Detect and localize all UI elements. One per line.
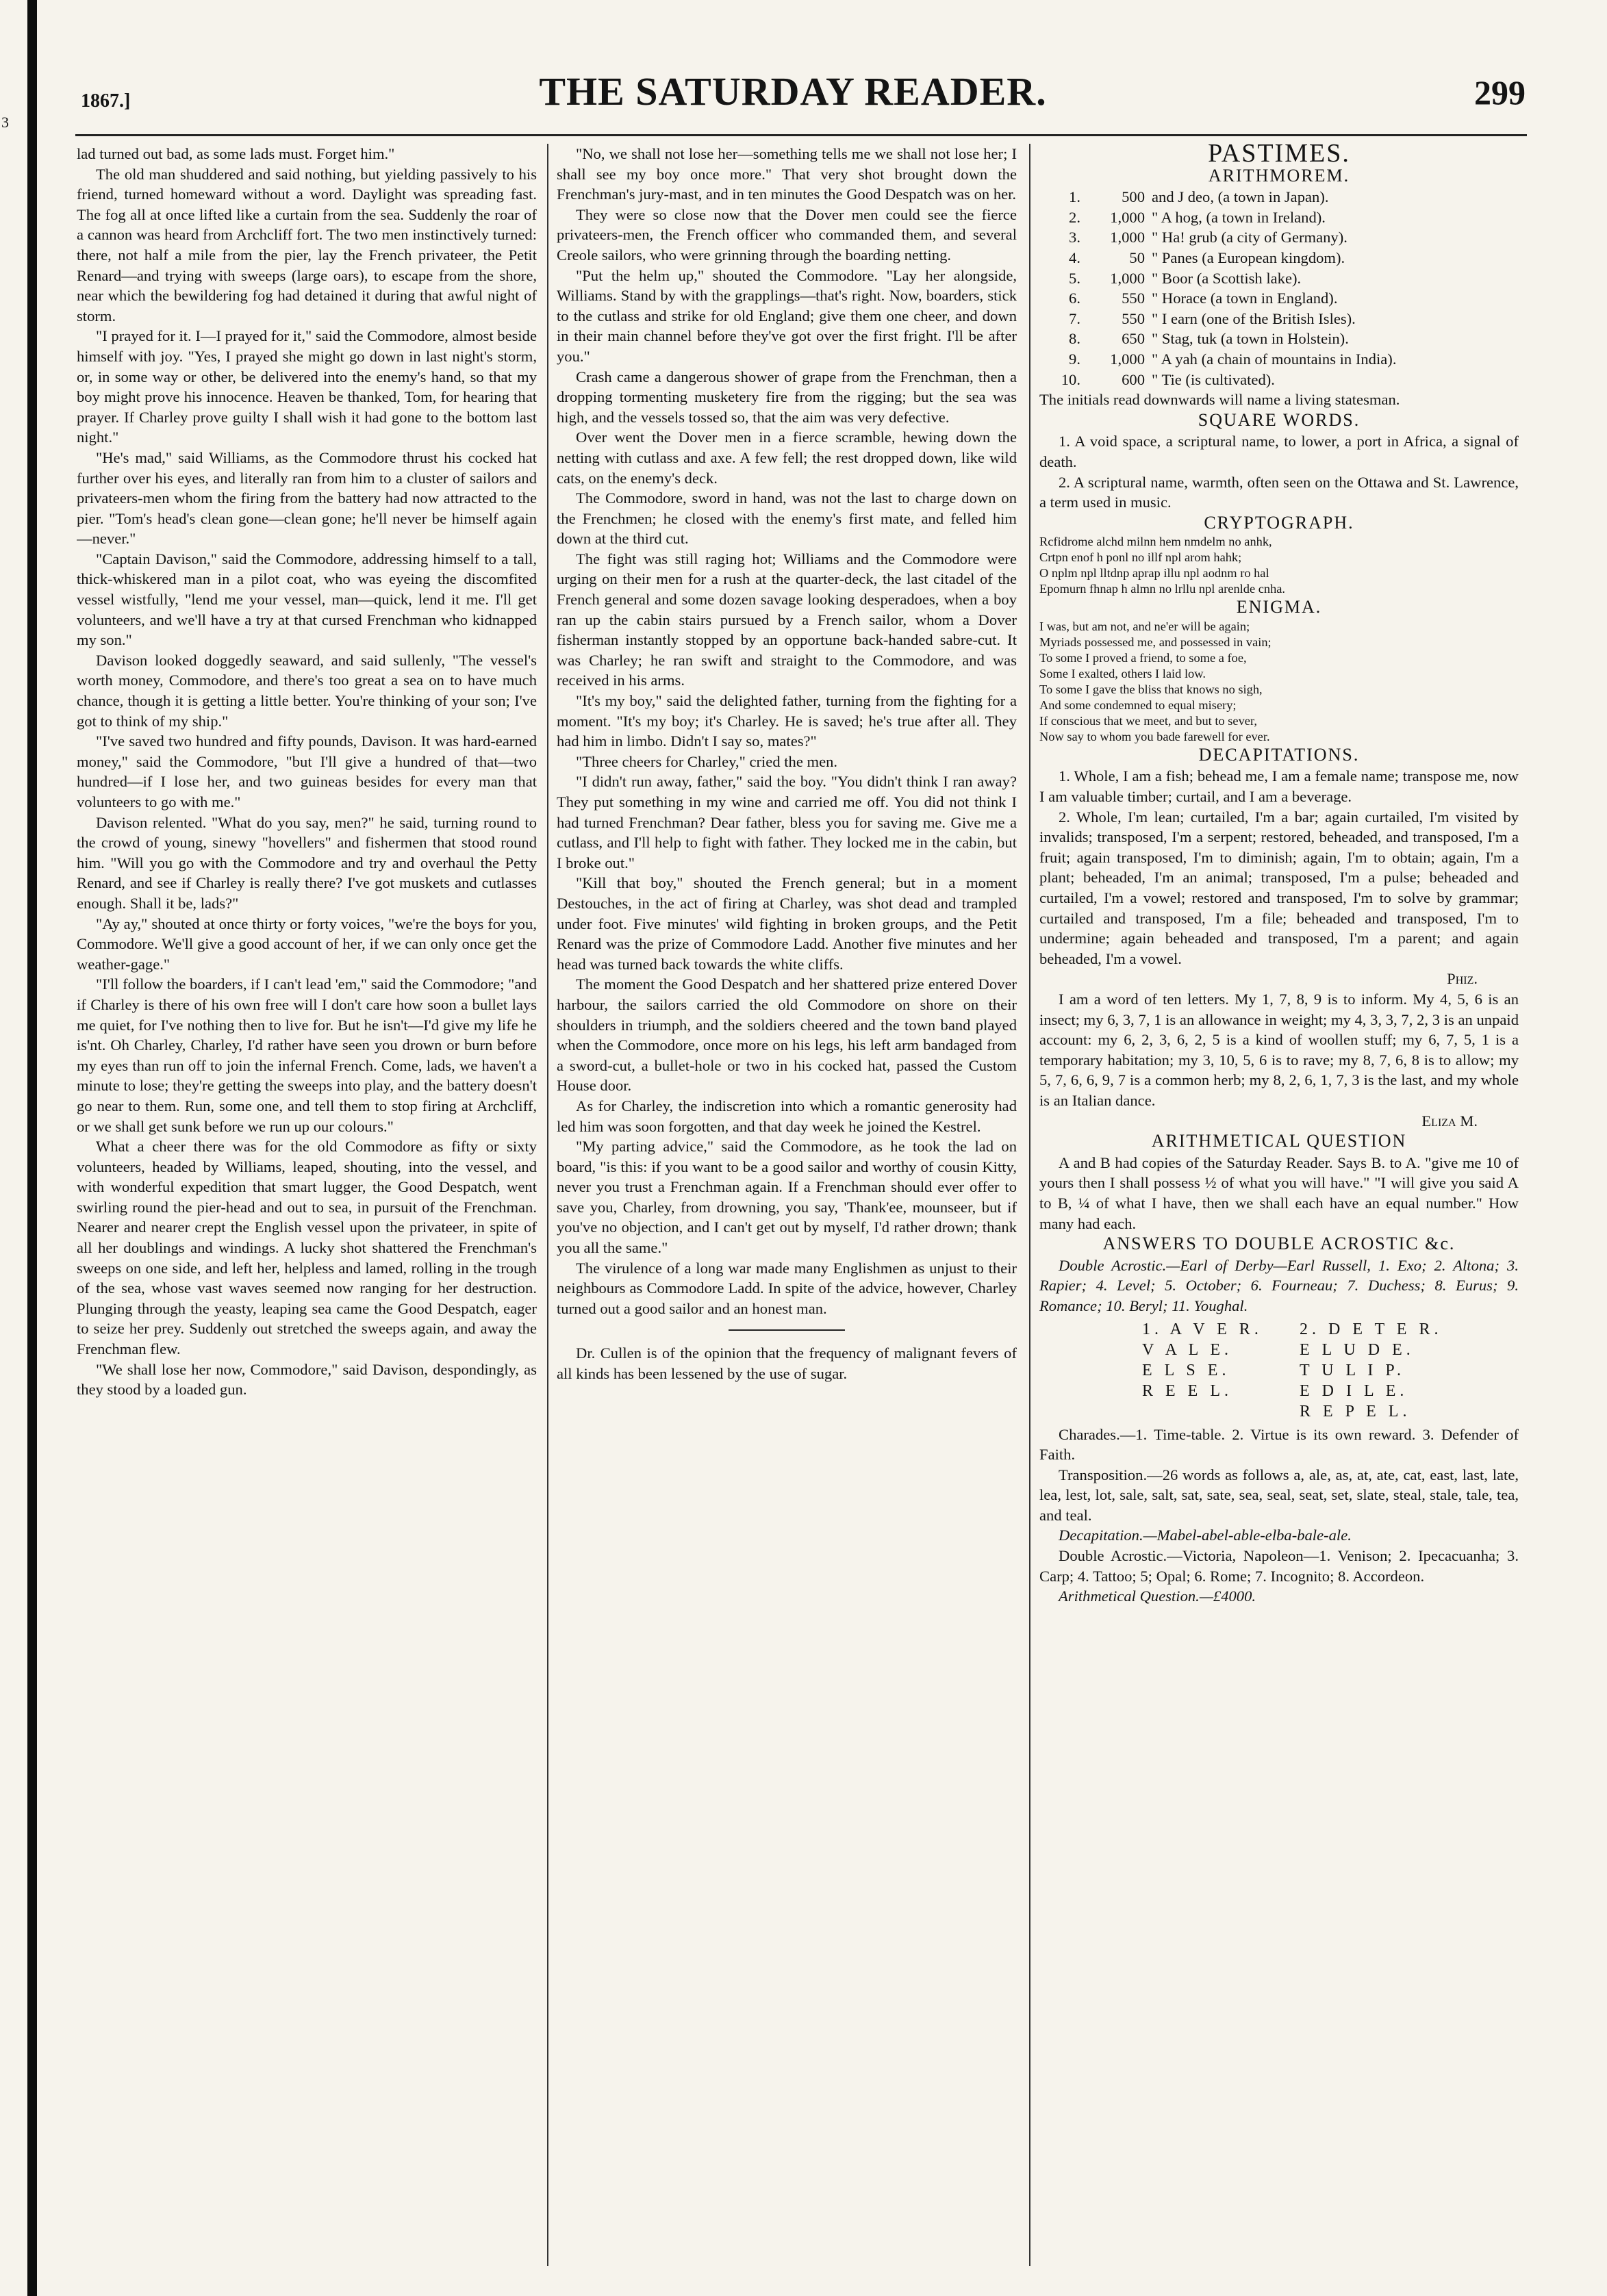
cryptograph-line: Epomurn fhnap h almn no lrllu npl arenlde cnha. — [1039, 582, 1286, 596]
paragraph: Crash came a dangerous shower of grape from the Frenchman, then a dropping tormenting musketery fire from the rigging; but the sea was high, and the vessels tossed so, that the aim was very defective. — [557, 368, 1017, 426]
paragraph: Davison relented. "What do you say, men?" he said, turning round to the crowd of young, sinewy "hovellers" and fishermen that stood round him. "Will you go with the Commodore and try and overhaul the Petty Renard, and see if Charley is really there? I've got muskets and cutlasses enough. Shall it be, lads?" — [77, 813, 537, 912]
cryptograph-text — [1039, 534, 1519, 597]
section-divider — [729, 1329, 845, 1331]
arith-question-text: A and B had copies of the Saturday Reader. Says B. to A. "give me 10 of yours then I shall possess ½ of what you will have." "I will give you said A to B, ¼ of what I have, then we shall each have an equal number." How many had each. — [1039, 1153, 1519, 1232]
binding-edge — [27, 0, 37, 2296]
paragraph: The virulence of a long war made many Englishmen as unjust to their neighbours as Commodore Ladd. In spite of the advice, however, Charley turned out a good sailor and an honest man. — [557, 1259, 1017, 1317]
paragraph: "Captain Davison," said the Commodore, addressing himself to a tall, thick-whiskered man in a pilot coat, who was eyeing the discomfited vessel wistfully, "lend me your vessel, man—quick, lend it me. I'll get volunteers, and we'll have a try at that cursed Frenchman who kidnapped my son." — [77, 550, 537, 649]
paragraph: "It's my boy," said the delighted father, turning from the fighting for a moment. "It's my boy; it's Charley. He is saved; he's true after all. They had him in limbo. Didn't I say so, mates?" — [557, 692, 1017, 750]
enigma-line: Myriads possessed me, and possessed in vain; — [1039, 635, 1271, 649]
signature: Phiz. — [1447, 970, 1478, 988]
paragraph: They were so close now that the Dover men could see the fierce privateers-men, the French officer who commanded them, and several Creole sailors, who were grinning through the boarding netting. — [557, 205, 1017, 264]
paragraph: "I'll follow the boarders, if I can't lead 'em," said the Commodore; "and if Charley is there of his own free will I don't care how soon a bullet lays me quiet, for I've nothing then to live for. But he isn't—I'd give my life he is'nt. Oh Charley, Charley, I'd rather have seen you drown or burn before my eyes than run off to join the infernal French. Come, lads, we haven't a minute to lose; they're getting the sweeps into play, and the battery doesn't go near to them. Run, some one, and tell them to stop firing at Archcliff, or we shall get sunk before we run up our colours." — [77, 975, 537, 1135]
paragraph: "Kill that boy," shouted the French general; but in a moment Destouches, in the act of firing at Charley, was shot dead and trampled under foot. Five minutes' wild fighting in broken groups, and the Petit Renard was the prize of Commodore Ladd. Another five minutes and her head was turned back towards the white cliffs. — [557, 874, 1017, 973]
paragraph: The Commodore, sword in hand, was not the last to charge down on the Frenchmen; he closed with the enemy's first mate, and felled him down at the third cut. — [557, 489, 1017, 548]
enigma-line: To some I proved a friend, to some a foe, — [1039, 650, 1247, 665]
paragraph: "He's mad," said Williams, as the Commodore thrust his cocked hat further over his eyes, and literally ran from him to a cluster of sailors and privateers-men whom the firing from the battery had now attracted to the pier. "Tom's head's clean gone—clean gone; he'll never be himself again—never." — [77, 448, 537, 548]
list-item: 3. 1,000 " Ha! grub (a city of Germany). — [1069, 229, 1347, 246]
list-item: 8. 650 " Stag, tuk (a town in Holstein). — [1069, 330, 1349, 348]
square-words-answer: 1. A V E R. 2. D E T E R. V A L E. E L U D E. E L S E. T U L I P. R E E L. E D I L E. R E P E L. — [1142, 1320, 1443, 1420]
enigma-line: To some I gave the bliss that knows no sigh, — [1039, 682, 1263, 696]
paragraph: As for Charley, the indiscretion into which a romantic generosity had led him was soon forgotten, and that day week he joined the Kestrel. — [557, 1097, 1017, 1135]
answer-decapitation: Decapitation.—Mabel-abel-able-elba-bale-ale. — [1059, 1527, 1352, 1544]
cryptograph-line: O nplm npl lltdnp aprap illu npl aodnm ro hal — [1039, 566, 1269, 581]
arith-question-title: ARITHMETICAL QUESTION — [1151, 1131, 1407, 1151]
charade-text: I am a word of ten letters. My 1, 7, 8, 9 is to inform. My 4, 5, 6 is an insect; my 6, 3, 7, 1 is an allowance in weight; my 4, 3, 3, 7, 2, 3 is an unpaid account: my 6, 2, 3, 6, 2, 5 is a kind of woollen stuff; my 6, 7, 5, 1 is a temporary habitation; my 3, 10, 5, 6 is to rave; my 8, 7, 6, 8 is to allow; my 5, 7, 6, 6, 9, 7 is a common herb; my 8, 2, 6, 1, 7, 3 is the last, and my whole is an Italian dance. — [1039, 991, 1519, 1109]
enigma-line: I was, but am not, and ne'er will be again; — [1039, 619, 1250, 633]
answer-double-acrostic-2: Double Acrostic.—Victoria, Napoleon—1. Venison; 2. Ipecacuanha; 3. Carp; 4. Tattoo; 5; Opal; 6. Rome; 7. Incognito; 8. Accordeon. — [1039, 1547, 1519, 1585]
answer-double-acrostic: Double Acrostic.—Earl of Derby—Earl Russell, 1. Exo; 2. Altona; 3. Rapier; 4. Level; 5. October; 6. Fourneau; 7. Duchess; 8. Eurus; 9. Romance; 10. Beryl; 11. Youghal. — [1039, 1256, 1519, 1314]
enigma-poem — [1039, 619, 1519, 745]
column-rule — [1029, 144, 1030, 2266]
paragraph: "No, we shall not lose her—something tells me we shall not lose her; I shall see my boy once more." That very shot brought down the Frenchman's jury-mast, and in ten minutes the Good Despatch was on her. — [557, 145, 1017, 203]
paragraph: "My parting advice," said the Commodore, as he took the lad on board, "is this: if you want to be a good sailor and worthy of cousin Kitty, never you trust a Frenchman again. If a Frenchman should ever offer to save you, Charley, from drowning, you say, 'Thank'ee, mounseer, but if you've no objection, and I can't get out by myself, I'd rather drown; thank you all the same." — [557, 1138, 1017, 1257]
square-words-title: SQUARE WORDS. — [1198, 409, 1361, 430]
answer-charades: Charades.—1. Time-table. 2. Virtue is its own reward. 3. Defender of Faith. — [1039, 1425, 1519, 1464]
cryptograph-line: Rcfidrome alchd milnn hem nmdelm no anhk, — [1039, 535, 1272, 549]
signature: Eliza M. — [1421, 1112, 1478, 1130]
list-item: 10. 600 " Tie (is cultivated). — [1061, 370, 1275, 388]
enigma-line: Now say to whom you bade farewell for ever. — [1039, 729, 1270, 743]
decapitation-item: 1. Whole, I am a fish; behead me, I am a female name; transpose me, now I am valuable timber; curtail, and I am a beverage. — [1039, 767, 1519, 806]
arithmorem-title: ARITHMOREM. — [1208, 165, 1350, 186]
paragraph: The fight was still raging hot; Williams and the Commodore were urging on their men for a rush at the quarter-deck, the last citadel of the French general and some dozen savage looking desperadoes, when a boy ran up the cabin stairs pursued by a French sailor, whom a Dover fisherman instantly stopped by an opportune back-handed sabre-cut. It was Charley; he ran swift and straight to the Commodore, and was received in his arms. — [557, 550, 1017, 689]
column-rule — [547, 144, 548, 2266]
square-words-item: 1. A void space, a scriptural name, to lower, a port in Africa, a signal of death. — [1039, 433, 1519, 470]
cryptograph-title: CRYPTOGRAPH. — [1204, 512, 1354, 533]
paragraph: The old man shuddered and said nothing, but yielding passively to his friend, turned homeward without a word. Daylight was spreading fast. The fog all at once lifted like a curtain from the sea. Suddenly the roar of a cannon was heard from Archcliff fort. The two men instinctively turned: there, not half a mile from the pier, lay the French privateer, the Petit Renard—and trying with sweeps (large oars), to escape from the shore, near which the bewildering fog had detained it during that awful night of storm. — [77, 165, 537, 324]
enigma-line: And some condemned to equal misery; — [1039, 698, 1237, 712]
paragraph: "Ay ay," shouted at once thirty or forty voices, "we're the boys for you, Commodore. We'll give a good account of her, if we can only once get the weather-gage." — [77, 915, 537, 973]
cryptograph-line: Crtpn enof h ponl no illf npl arom hahk; — [1039, 550, 1242, 565]
sugar-note: Dr. Cullen is of the opinion that the frequency of malignant fevers of all kinds has been lessened by the use of sugar. — [557, 1344, 1017, 1383]
paragraph: "I've saved two hundred and fifty pounds, Davison. It was hard-earned money," said the Commodore, "but I'll give a hundred of that—two hundred—if I lose her, and two guineas besides for every man that volunteers to go with me." — [77, 732, 537, 811]
enigma-title: ENIGMA. — [1236, 597, 1322, 617]
paragraph: Over went the Dover men in a fierce scramble, hewing down the netting with cutlass and axe. A few fell; the rest dropped down, like wild cats, on the enemy's deck. — [557, 429, 1017, 487]
header-year: 1867.] — [81, 90, 131, 112]
column-3-pastimes — [1039, 144, 1519, 2266]
column-1 — [77, 144, 537, 2266]
decapitation-item: 2. Whole, I'm lean; curtailed, I'm a bar; again curtailed, I'm visited by invalids; transposed, I'm a serpent; restored, beheaded, and transposed, I'm a fruit; again transposed, I'm to diminish; again, I'm to obtain; again, I'm a plant; beheaded, I'm an animal; transposed, I'm a pulse; beheaded and curtailed, I'm a vowel; restored and transposed, I'm to solve by grammar; curtailed and transposed, I'm a file; beheaded and transposed, I'm to undermine; again beheaded and transposed, I'm a parent; and again beheaded, I'm a vowel. — [1039, 808, 1519, 967]
list-item: 9. 1,000 " A yah (a chain of mountains in India). — [1069, 350, 1397, 368]
list-item: 4. 50 " Panes (a European kingdom). — [1069, 248, 1345, 266]
enigma-line: If conscious that we meet, and but to sever, — [1039, 713, 1257, 728]
paragraph: "Three cheers for Charley," cried the men. — [576, 752, 838, 770]
list-item: 1. 500 and J deo, (a town in Japan). — [1069, 188, 1329, 206]
enigma-line: Some I exalted, others I laid low. — [1039, 666, 1206, 680]
list-item: 7. 550 " I earn (one of the British Isles). — [1069, 309, 1356, 327]
answer-transposition: Transposition.—26 words as follows a, ale, as, at, ate, cat, east, last, late, lea, lest, lot, sale, salt, sat, sate, sea, seal, seat, set, slate, steal, stale, tale, tea, and teal. — [1039, 1466, 1519, 1524]
paragraph: "I didn't run away, father," said the boy. "You didn't think I ran away? They put something in my wine and carried me off. You did not think I had turned Frenchman? Dear father, bless you for saving me. Give me a cutlass, and I'll help to fight with father. They locked me in the cabin, but I broke out." — [557, 773, 1017, 871]
paragraph: What a cheer there was for the old Commodore as fifty or sixty volunteers, headed by Williams, leaped, shouting, into the vessel, and with wonderful expedition that smart lugger, the Good Despatch, went swirling round the pier-head and out to sea, in pursuit of the Frenchman. Nearer and nearer crept the English vessel upon the privateer, in spite of all her doublings and windings. A lucky shot shattered the Frenchman's sweeps on one side, and left her, helpless and lamed, rolling in the trough of the sea, whose vast waves seemed now ranging for her destruction. Plunging through the yeasty, leaping sea came the Good Despatch, eager to seize her prey. Suddenly out stretched the sweeps again, and away the Frenchman flew. — [77, 1138, 537, 1358]
margin-mark: 3 — [1, 114, 9, 131]
answer-arith: Arithmetical Question.—£4000. — [1059, 1587, 1256, 1605]
header-rule — [75, 134, 1527, 136]
list-item: 2. 1,000 " A hog, (a town in Ireland). — [1069, 208, 1326, 226]
paragraph: lad turned out bad, as some lads must. Forget him." — [77, 145, 395, 162]
list-item: 5. 1,000 " Boor (a Scottish lake). — [1069, 269, 1302, 287]
arithmorem-footer: The initials read downwards will name a living statesman. — [1039, 391, 1400, 409]
paragraph: "We shall lose her now, Commodore," said Davison, despondingly, as they stood by a loaded gun. — [77, 1360, 537, 1399]
paragraph: "Put the helm up," shouted the Commodore. "Lay her alongside, Williams. Stand by with the grapplings—that's right. Now, boarders, stick to the cutlass and strike for old England; give them one cheer, and down in their main channel before they've got over the first fright. I'll be after you." — [557, 266, 1017, 365]
column-2 — [557, 144, 1017, 2266]
page-number: 299 — [1474, 73, 1526, 112]
paragraph: The moment the Good Despatch and her shattered prize entered Dover harbour, the sailors carried the old Commodore on shore on their shoulders in triumph, and the soldiers cheered and the town band played when the Commodore, once more on his legs, his left arm bandaged from a sword-cut, a bullet-hole or two in his cocked hat, passed the Custom House door. — [557, 975, 1017, 1095]
pastimes-title: PASTIMES. — [1208, 144, 1350, 168]
square-words-item: 2. A scriptural name, warmth, often seen on the Ottawa and St. Lawrence, a term used in music. — [1039, 473, 1519, 511]
list-item: 6. 550 " Horace (a town in England). — [1069, 290, 1338, 307]
page-header — [60, 66, 1526, 127]
answers-title: ANSWERS TO DOUBLE ACROSTIC &c. — [1102, 1234, 1456, 1254]
header-title: THE SATURDAY READER. — [539, 69, 1047, 114]
arithmorem-list — [1039, 187, 1519, 390]
decapitations-title: DECAPITATIONS. — [1198, 744, 1360, 765]
paragraph: "I prayed for it. I—I prayed for it," said the Commodore, almost beside himself with joy. "Yes, I prayed she might go down in last night's storm, or, in some way or other, be delivered into the enemy's hand, so that my boy might prove his innocence. Heaven be thanked, Tom, for hearing that prayer. If Charley prove guilty I shall wish it had gone to the bottom last night." — [77, 327, 537, 446]
paragraph: Davison looked doggedly seaward, and said sullenly, "The vessel's worth money, Commodore, and there's too great a sea on to have much chance, though it is getting a little better. You're thinking of your son; I've got to think of my ship." — [77, 651, 537, 730]
